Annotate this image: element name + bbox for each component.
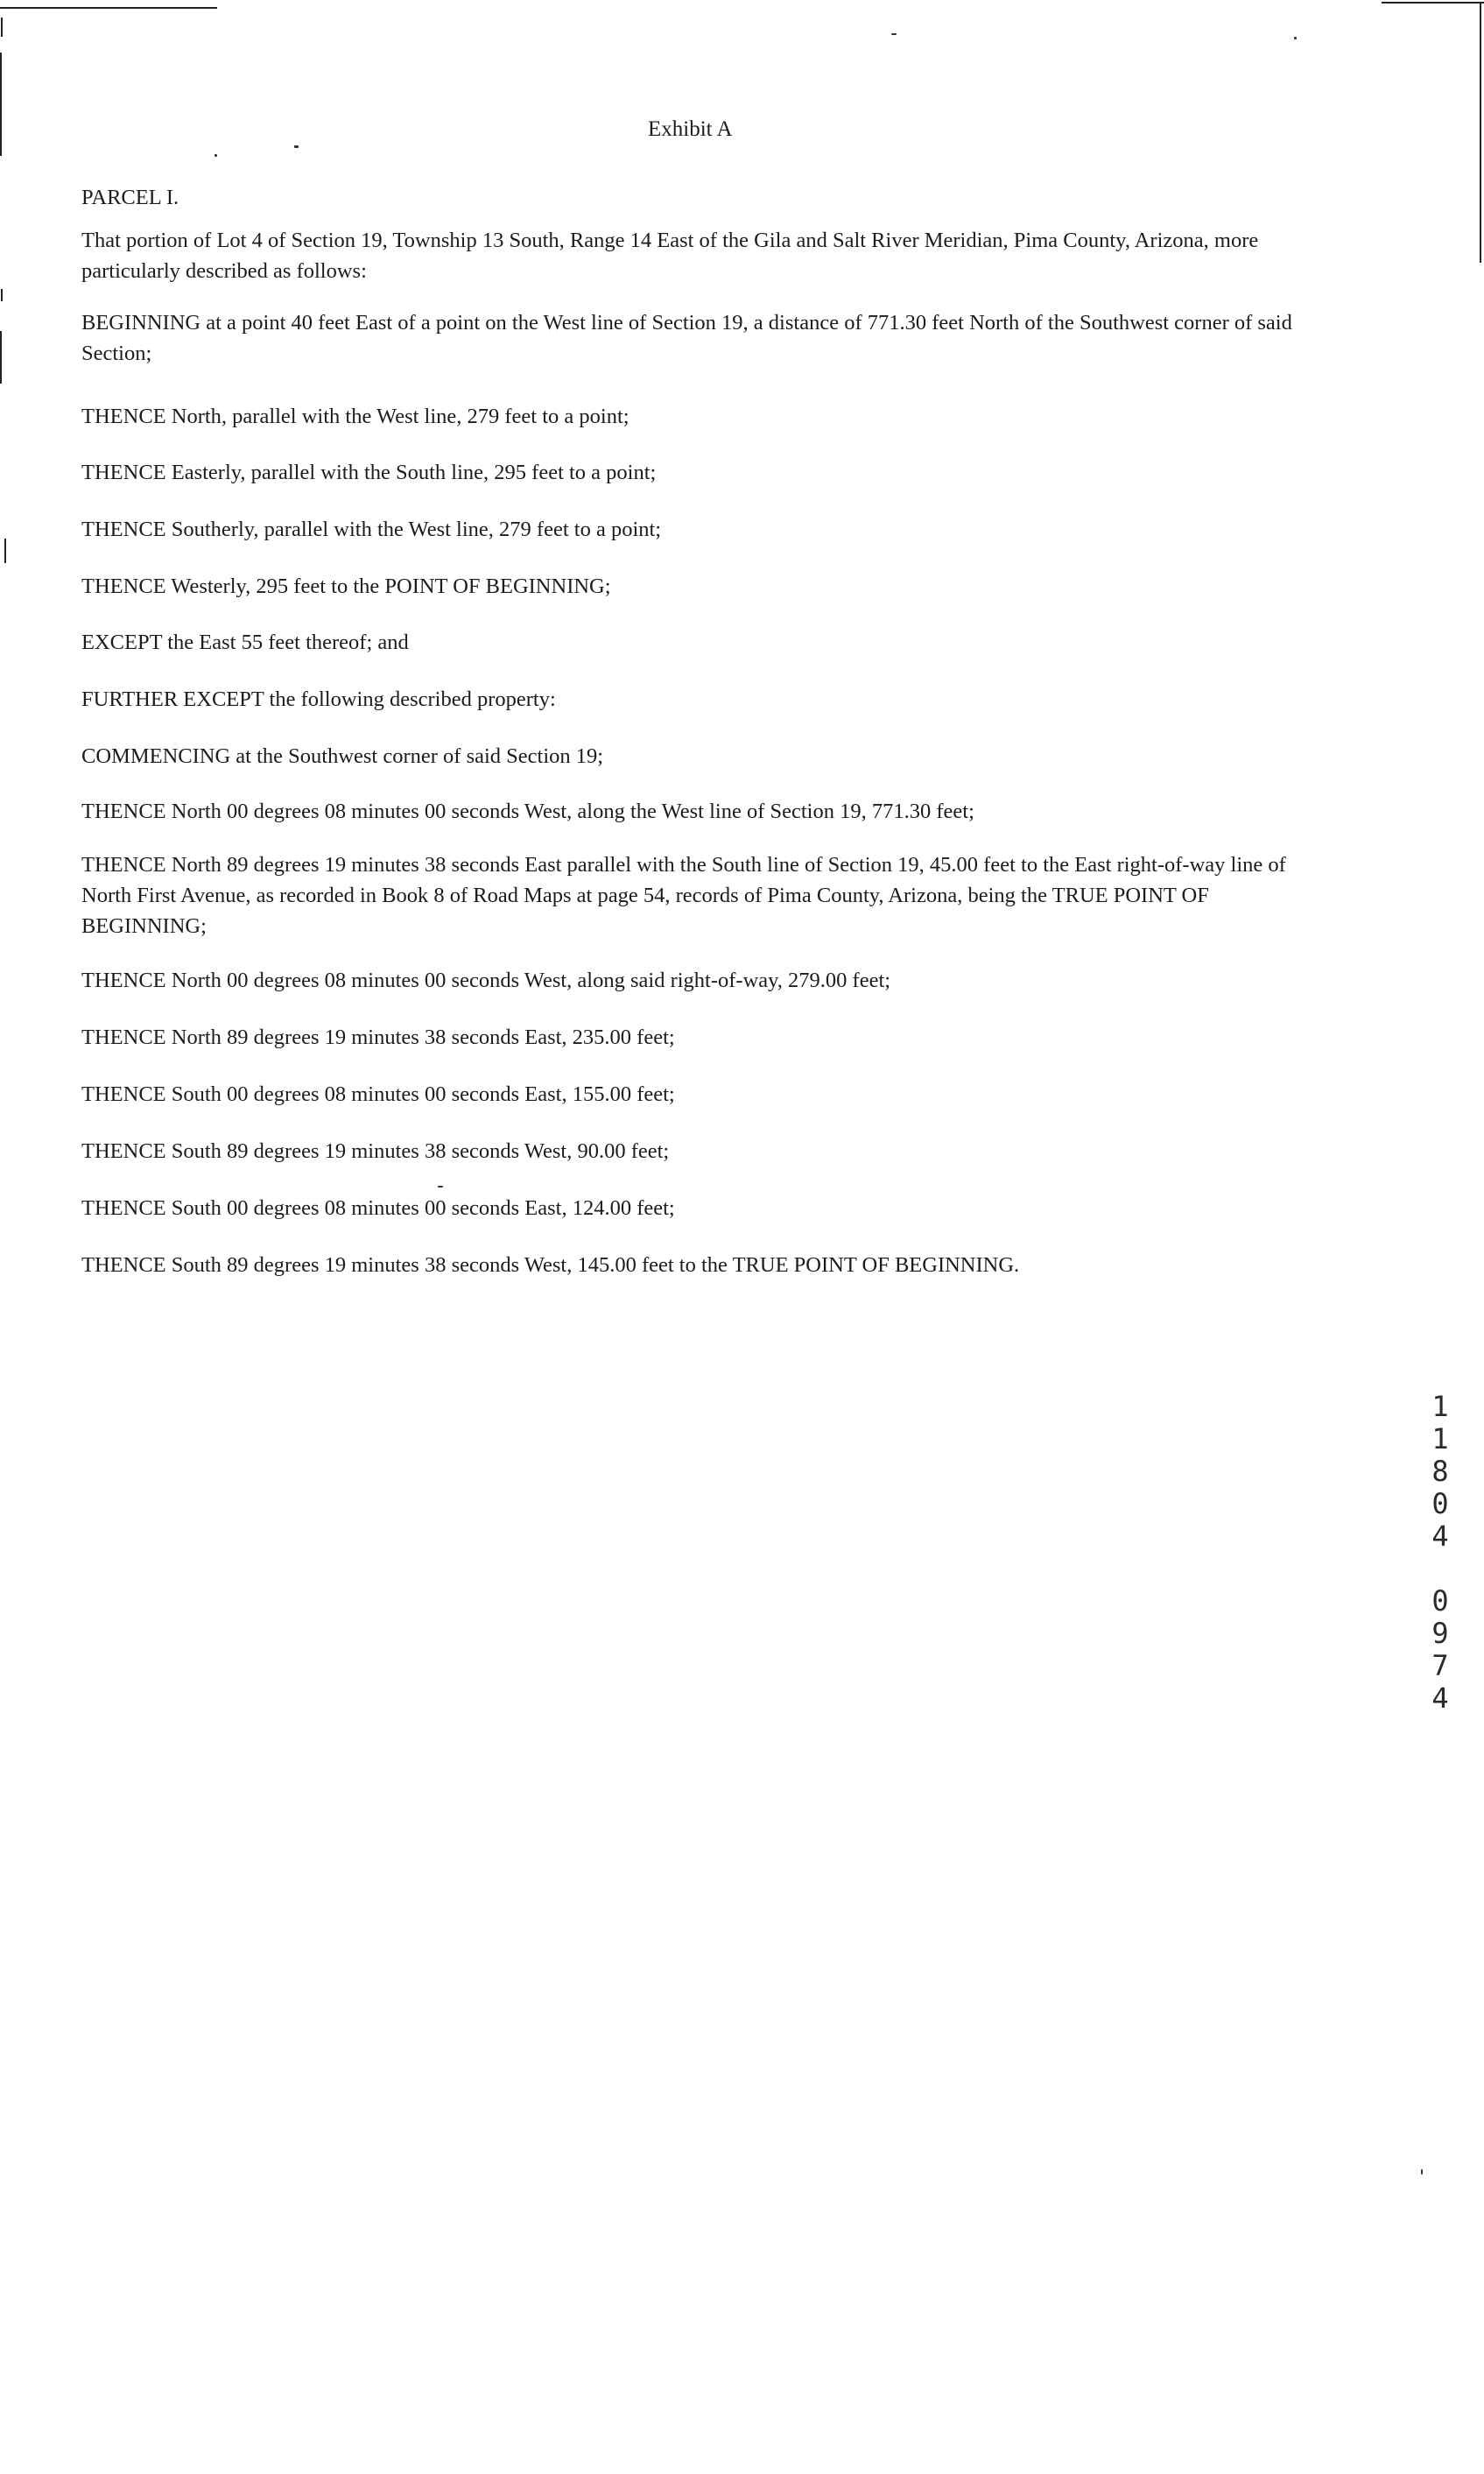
- paragraph-thence-south-89-145: THENCE South 89 degrees 19 minutes 38 seconds West, 145.00 feet to the TRUE POINT OF BEGINNING.: [81, 1253, 1020, 1277]
- stamp-digit: 7: [1431, 1649, 1449, 1682]
- stamp-digit: 0: [1431, 1584, 1449, 1618]
- stamp-digit: 0: [1431, 1487, 1449, 1520]
- paragraph-thence-north-00: THENCE North 00 degrees 08 minutes 00 seconds West, along the West line of Section 19, 771.30 feet;: [81, 800, 974, 823]
- scan-edge-left-2: [0, 331, 2, 384]
- scan-speck: [215, 154, 217, 157]
- paragraph-thence-south-00-124: THENCE South 00 degrees 08 minutes 00 seconds East, 124.00 feet;: [81, 1196, 675, 1220]
- paragraph-thence-westerly: THENCE Westerly, 295 feet to the POINT OF BEGINNING;: [81, 574, 611, 598]
- paragraph-thence-southerly: THENCE Southerly, parallel with the West line, 279 feet to a point;: [81, 518, 662, 541]
- scan-speck: [294, 145, 299, 148]
- scan-edge-left-1: [0, 53, 2, 156]
- scan-speck: [438, 1186, 443, 1188]
- paragraph-thence-north-89-row: THENCE North 89 degrees 19 minutes 38 seconds East parallel with the South line of Section 19, 45.00 feet to the East right-of-way line of North First Avenue, as recorded in Book 8 of Road Maps at page 54, records of Pima County, Arizona, being the TRUE POINT OF BEGINNING;: [81, 853, 1286, 938]
- stamp-gap: [1423, 1553, 1458, 1585]
- page-title: Exhibit A: [648, 117, 733, 141]
- scan-speck: [891, 33, 897, 35]
- paragraph-thence-north-89-east: THENCE North 89 degrees 19 minutes 38 seconds East, 235.00 feet;: [81, 1026, 675, 1049]
- scan-edge-top-left: [0, 7, 217, 9]
- scan-speck: [1294, 37, 1297, 39]
- stamp-digit: 9: [1431, 1617, 1449, 1650]
- paragraph-further-except: FURTHER EXCEPT the following described property:: [81, 687, 556, 711]
- scan-edge-left-3: [4, 539, 6, 563]
- paragraph-thence-north: THENCE North, parallel with the West line, 279 feet to a point;: [81, 405, 629, 428]
- paragraph-thence-south-89-90: THENCE South 89 degrees 19 minutes 38 seconds West, 90.00 feet;: [81, 1139, 670, 1163]
- paragraph-except: EXCEPT the East 55 feet thereof; and: [81, 631, 409, 654]
- paragraph-beginning: BEGINNING at a point 40 feet East of a point on the West line of Section 19, a distance of 771.30 feet North of the Southwest corner of said Section;: [81, 311, 1292, 365]
- scan-speck: [1421, 2169, 1423, 2174]
- paragraph-thence-easterly: THENCE Easterly, parallel with the South line, 295 feet to a point;: [81, 461, 657, 484]
- scan-edge-left-5: [1, 289, 3, 301]
- scan-edge-top-right: [1382, 2, 1484, 4]
- stamp-digit: 8: [1431, 1455, 1449, 1488]
- stamp-digit: 1: [1431, 1422, 1449, 1456]
- paragraph-thence-south-00-155: THENCE South 00 degrees 08 minutes 00 seconds East, 155.00 feet;: [81, 1082, 675, 1106]
- paragraph-intro: That portion of Lot 4 of Section 19, Township 13 South, Range 14 East of the Gila and Salt River Meridian, Pima County, Arizona, more particularly described as follows:: [81, 229, 1259, 283]
- parcel-heading: PARCEL I.: [81, 186, 179, 209]
- stamp-digit: 1: [1431, 1390, 1449, 1423]
- scan-edge-left-4: [1, 18, 3, 37]
- recording-stamp: [1423, 1391, 1458, 1715]
- stamp-digit: 4: [1431, 1519, 1449, 1553]
- stamp-digit: 4: [1431, 1681, 1449, 1715]
- scan-edge-right: [1480, 2, 1481, 263]
- paragraph-thence-north-00-row: THENCE North 00 degrees 08 minutes 00 seconds West, along said right-of-way, 279.00 feet;: [81, 969, 891, 992]
- paragraph-commencing: COMMENCING at the Southwest corner of said Section 19;: [81, 744, 604, 768]
